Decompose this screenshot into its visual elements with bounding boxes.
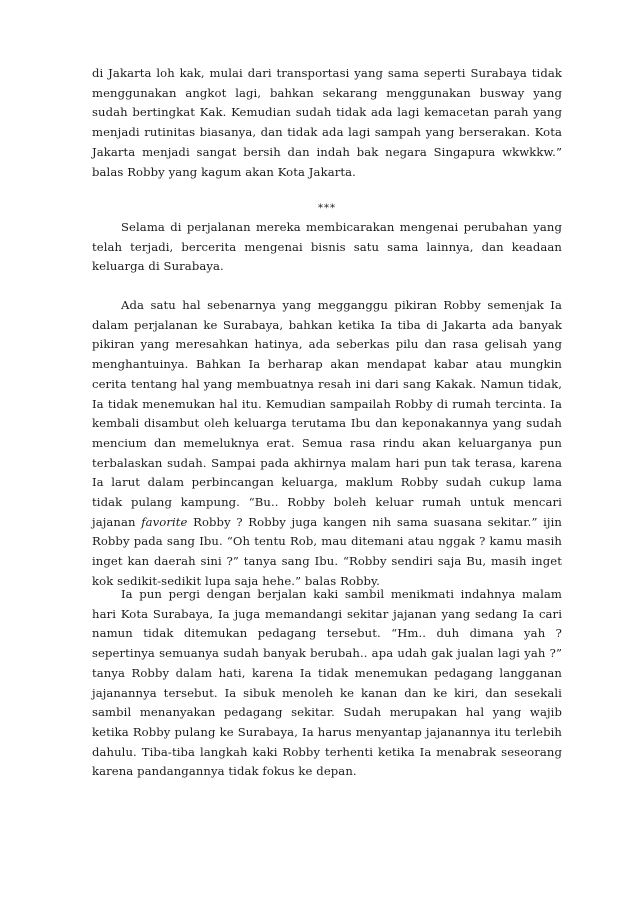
section-separator: *** bbox=[318, 203, 336, 214]
paragraph-1 bbox=[92, 64, 562, 182]
paragraph-2 bbox=[92, 218, 562, 277]
paragraph-2-text: Selama di perjalanan mereka membicarakan mengenai perubahan yang telah terjadi, bercerita mengenai bisnis satu sama lainnya, dan keadaan keluarga di Surabaya. bbox=[92, 220, 562, 274]
paragraph-4 bbox=[92, 585, 562, 782]
paragraph-3 bbox=[92, 296, 562, 592]
paragraph-1-text: di Jakarta loh kak, mulai dari transportasi yang sama seperti Surabaya tidak menggunakan angkot lagi, bahkan sekarang menggunakan busway yang sudah bertingkat Kak. Kemudian sudah tidak ada lagi kemacetan parah yang menjadi rutinitas biasanya, dan tidak ada lagi sampah yang berserakan. Kota Jakarta menjadi sangat bersih dan indah bak negara Singapura wkwkkw.” balas Robby yang kagum akan Kota Jakarta. bbox=[92, 66, 562, 179]
paragraph-3-text bbox=[92, 296, 562, 592]
paragraph-3-italic-word: favorite bbox=[141, 514, 188, 529]
paragraph-3-text-start: Ada satu hal sebenarnya yang megganggu pikiran Robby semenjak Ia dalam perjalanan ke Surabaya, bahkan ketika Ia tiba di Jakarta ada banyak pikiran yang meresahkan hatinya, ada seberkas pilu dan rasa gelisah yang menghantuinya. Bahkan Ia berharap akan mendapat kabar atau mungkin cerita tentang hal yang membuatnya resah ini dari sang Kakak. Namun tidak, Ia tidak menemukan hal itu. Kemudian sampailah Robby di rumah tercinta. Ia kembali disambut oleh keluarga terutama Ibu dan keponakannya yang sudah mencium dan memeluknya erat. Semua rasa rindu akan keluarganya pun terbalaskan sudah. Sampai pada akhirnya malam hari pun tak terasa, karena Ia larut dalam perbincangan keluarga, maklum Robby sudah cukup lama tidak pulang kampung. “Bu.. Robby boleh keluar rumah untuk mencari jajanan bbox=[92, 298, 562, 529]
paragraph-3-text-end: Robby ? Robby juga kangen nih sama suasana sekitar.” ijin Robby pada sang Ibu. “Oh tentu Rob, mau ditemani atau nggak ? kamu masih inget kan daerah sini ?” tanya sang Ibu. “Robby sendiri saja Bu, masih inget kok sedikit-sedikit lupa saja hehe.” balas Robby. bbox=[92, 514, 562, 588]
paragraph-4-text: Ia pun pergi dengan berjalan kaki sambil menikmati indahnya malam hari Kota Surabaya, Ia juga memandangi sekitar jajanan yang sedang Ia cari namun tidak ditemukan pedagang tersebut. “Hm.. duh dimana yah ? sepertinya semuanya sudah banyak berubah.. apa udah gak jualan lagi yah ?” tanya Robby dalam hati, karena Ia tidak menemukan pedagang langganan jajanannya tersebut. Ia sibuk menoleh ke kanan dan ke kiri, dan sesekali sambil menanyakan pedagang sekitar. Sudah merupakan hal yang wajib ketika Robby pulang ke Surabaya, Ia harus menyantap jajanannya itu terlebih dahulu. Tiba-tiba langkah kaki Robby terhenti ketika Ia menabrak seseorang karena pandangannya tidak fokus ke depan. bbox=[92, 587, 562, 779]
